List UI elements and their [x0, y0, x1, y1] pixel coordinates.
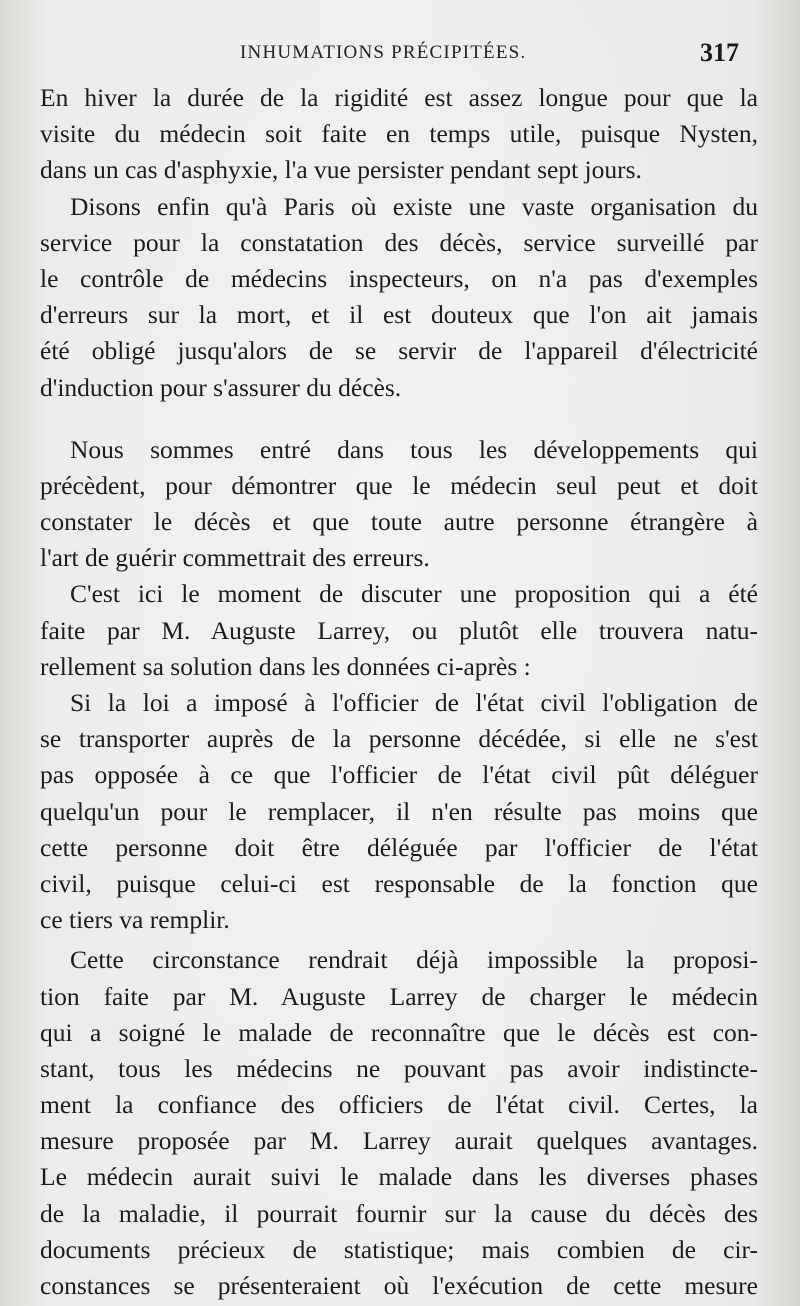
- text-line: service pour la constatation des décès, service surveillé par: [40, 227, 758, 257]
- text-line: qui a soigné le malade de reconnaître que le décès est con-: [40, 1017, 758, 1047]
- text-line: été obligé jusqu'alors de se servir de l'appareil d'électricité: [40, 336, 758, 366]
- text-line: faite par M. Auguste Larrey, ou plutôt elle trouvera natu-: [40, 615, 758, 645]
- text-line: pas opposée à ce que l'officier de l'état civil pût déléguer: [40, 760, 758, 790]
- text-line: d'erreurs sur la mort, et il est douteux que l'on ait jamais: [40, 300, 758, 330]
- text-line: stant, tous les médecins ne pouvant pas avoir indistincte-: [40, 1053, 758, 1083]
- text-line: Nous sommes entré dans tous les développements qui: [70, 434, 758, 464]
- paragraph-5: [40, 685, 758, 938]
- text-line: Cette circonstance rendrait déjà impossible la proposi-: [70, 945, 758, 975]
- paragraph-3: [40, 432, 758, 577]
- text-line: tion faite par M. Auguste Larrey de charger le médecin: [40, 981, 758, 1011]
- text-line: se transporter auprès de la personne décédée, si elle ne s'est: [40, 724, 758, 754]
- paragraph-2: [40, 189, 758, 406]
- text-line: mesure proposée par M. Larrey aurait quelques avantages.: [40, 1126, 758, 1156]
- body-text: [40, 80, 758, 1304]
- text-line: quelqu'un pour le remplacer, il n'en résulte pas moins que: [40, 796, 758, 826]
- text-line: constater le décès et que toute autre personne étrangère à: [40, 507, 758, 537]
- text-line: Disons enfin qu'à Paris où existe une vaste organisation du: [70, 191, 758, 221]
- text-line: rellement sa solution dans les données ci-après :: [40, 651, 531, 681]
- text-line: d'induction pour s'assurer du décès.: [40, 372, 402, 402]
- running-title: INHUMATIONS PRÉCIPITÉES.: [240, 42, 527, 63]
- text-line: C'est ici le moment de discuter une proposition qui a été: [70, 579, 758, 609]
- text-line: cette personne doit être déléguée par l'officier de l'état: [40, 832, 758, 862]
- text-line: ment la confiance des officiers de l'état civil. Certes, la: [40, 1090, 758, 1120]
- text-line: ce tiers va remplir.: [40, 905, 230, 935]
- text-line: constances se présenteraient où l'exécution de cette mesure: [40, 1271, 758, 1300]
- text-line: Si la loi a imposé à l'officier de l'état civil l'obligation de: [70, 688, 758, 717]
- text-line: Le médecin aurait suivi le malade dans les diverses phases: [40, 1162, 758, 1192]
- paragraph-1: [40, 80, 758, 189]
- page-number: 317: [700, 38, 739, 67]
- text-line: précèdent, pour démontrer que le médecin seul peut et doit: [40, 470, 758, 500]
- page-header: [0, 36, 800, 76]
- text-line: civil, puisque celui-ci est responsable de la fonction que: [40, 868, 758, 898]
- paragraph-6: [40, 942, 758, 1304]
- paragraph-gap: [40, 406, 758, 432]
- text-line: visite du médecin soit faite en temps utile, puisque Nysten,: [40, 119, 758, 149]
- text-line: le contrôle de médecins inspecteurs, on n'a pas d'exemples: [40, 263, 758, 293]
- text-line: documents précieux de statistique; mais combien de cir-: [40, 1234, 758, 1264]
- paragraph-4: [40, 576, 758, 685]
- text-line: En hiver la durée de la rigidité est assez longue pour que la: [40, 83, 758, 112]
- text-line: de la maladie, il pourrait fournir sur la cause du décès des: [40, 1198, 758, 1228]
- text-line: dans un cas d'asphyxie, l'a vue persister pendant sept jours.: [40, 155, 642, 185]
- text-line: l'art de guérir commettrait des erreurs.: [40, 543, 430, 573]
